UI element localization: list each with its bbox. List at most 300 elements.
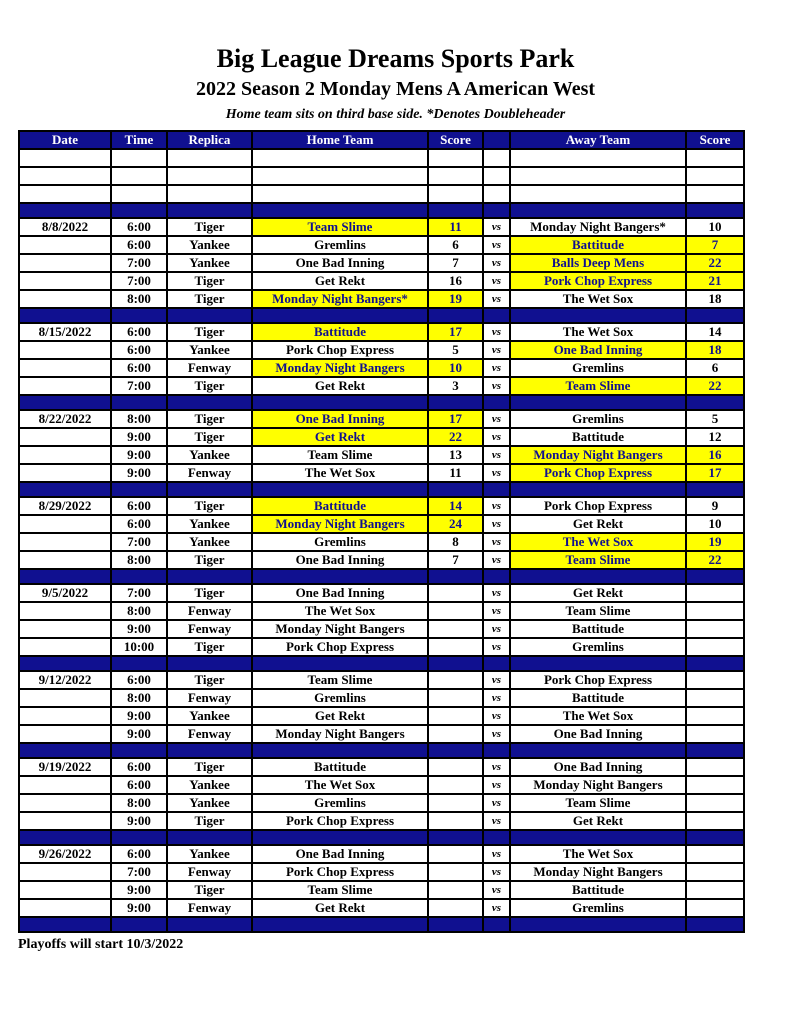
date-cell [19, 395, 111, 410]
vs-cell: vs [483, 776, 510, 794]
away-team-cell: Battitude [510, 620, 686, 638]
away-team-cell [510, 569, 686, 584]
vs-cell [483, 830, 510, 845]
time-cell [111, 743, 167, 758]
replica-cell: Tiger [167, 638, 252, 656]
vs-cell: vs [483, 218, 510, 236]
home-team-cell: Battitude [252, 323, 428, 341]
time-cell: 9:00 [111, 446, 167, 464]
away-team-cell: Battitude [510, 881, 686, 899]
game-row [19, 218, 744, 236]
away-score-cell: 21 [686, 272, 744, 290]
home-score-cell [428, 395, 483, 410]
vs-cell: vs [483, 845, 510, 863]
away-team-cell [510, 482, 686, 497]
time-cell [111, 185, 167, 203]
replica-cell: Fenway [167, 689, 252, 707]
time-cell: 8:00 [111, 290, 167, 308]
vs-cell [483, 203, 510, 218]
replica-cell: Yankee [167, 446, 252, 464]
vs-cell: vs [483, 725, 510, 743]
home-team-cell [252, 830, 428, 845]
home-team-cell: Gremlins [252, 236, 428, 254]
time-cell [111, 917, 167, 932]
away-team-cell [510, 167, 686, 185]
separator-row [19, 308, 744, 323]
date-cell [19, 341, 111, 359]
away-score-cell: 18 [686, 290, 744, 308]
away-team-cell: Team Slime [510, 377, 686, 395]
vs-cell [483, 656, 510, 671]
home-score-cell [428, 725, 483, 743]
away-score-cell [686, 149, 744, 167]
date-cell [19, 428, 111, 446]
vs-cell: vs [483, 707, 510, 725]
game-row [19, 758, 744, 776]
home-score-cell [428, 899, 483, 917]
separator-row [19, 656, 744, 671]
date-cell [19, 254, 111, 272]
date-cell: 9/26/2022 [19, 845, 111, 863]
replica-cell: Tiger [167, 881, 252, 899]
time-cell: 6:00 [111, 497, 167, 515]
time-cell: 8:00 [111, 551, 167, 569]
away-team-cell: Team Slime [510, 551, 686, 569]
home-team-cell: The Wet Sox [252, 464, 428, 482]
col-header-vs [483, 131, 510, 149]
home-score-cell: 10 [428, 359, 483, 377]
date-cell [19, 290, 111, 308]
away-team-cell [510, 308, 686, 323]
game-row [19, 410, 744, 428]
home-score-cell [428, 569, 483, 584]
home-team-cell: Battitude [252, 758, 428, 776]
home-team-cell: Monday Night Bangers* [252, 290, 428, 308]
date-cell [19, 725, 111, 743]
vs-cell: vs [483, 464, 510, 482]
home-team-cell: Get Rekt [252, 377, 428, 395]
away-team-cell: Pork Chop Express [510, 464, 686, 482]
home-score-cell: 8 [428, 533, 483, 551]
vs-cell [483, 743, 510, 758]
game-row [19, 515, 744, 533]
replica-cell [167, 395, 252, 410]
home-team-cell: Monday Night Bangers [252, 725, 428, 743]
date-cell: 9/19/2022 [19, 758, 111, 776]
away-team-cell: Battitude [510, 428, 686, 446]
home-score-cell [428, 203, 483, 218]
vs-cell [483, 569, 510, 584]
replica-cell: Tiger [167, 812, 252, 830]
date-cell [19, 308, 111, 323]
time-cell [111, 149, 167, 167]
time-cell: 6:00 [111, 758, 167, 776]
date-cell [19, 377, 111, 395]
replica-cell: Tiger [167, 671, 252, 689]
date-cell [19, 776, 111, 794]
replica-cell: Tiger [167, 323, 252, 341]
separator-row [19, 743, 744, 758]
replica-cell: Yankee [167, 341, 252, 359]
replica-cell: Tiger [167, 428, 252, 446]
separator-row [19, 395, 744, 410]
schedule-table [18, 130, 745, 933]
home-team-cell [252, 395, 428, 410]
away-team-cell: The Wet Sox [510, 323, 686, 341]
home-team-cell: The Wet Sox [252, 602, 428, 620]
time-cell: 7:00 [111, 272, 167, 290]
home-team-cell: Team Slime [252, 218, 428, 236]
away-score-cell [686, 899, 744, 917]
time-cell [111, 167, 167, 185]
home-score-cell [428, 707, 483, 725]
vs-cell [483, 308, 510, 323]
home-score-cell [428, 845, 483, 863]
time-cell: 6:00 [111, 845, 167, 863]
vs-cell: vs [483, 533, 510, 551]
vs-cell [483, 149, 510, 167]
away-score-cell [686, 863, 744, 881]
vs-cell: vs [483, 446, 510, 464]
col-header-time: Time [111, 131, 167, 149]
date-cell [19, 569, 111, 584]
vs-cell: vs [483, 410, 510, 428]
replica-cell: Tiger [167, 410, 252, 428]
game-row [19, 236, 744, 254]
home-score-cell: 7 [428, 551, 483, 569]
home-score-cell [428, 482, 483, 497]
date-cell [19, 689, 111, 707]
away-team-cell [510, 830, 686, 845]
away-team-cell [510, 743, 686, 758]
vs-cell: vs [483, 272, 510, 290]
home-team-cell [252, 203, 428, 218]
home-score-cell [428, 863, 483, 881]
vs-cell: vs [483, 638, 510, 656]
vs-cell: vs [483, 689, 510, 707]
away-team-cell [510, 917, 686, 932]
home-score-cell [428, 602, 483, 620]
vs-cell: vs [483, 254, 510, 272]
away-team-cell: Monday Night Bangers [510, 446, 686, 464]
home-score-cell: 19 [428, 290, 483, 308]
date-cell [19, 881, 111, 899]
away-team-cell: Monday Night Bangers* [510, 218, 686, 236]
game-row [19, 725, 744, 743]
home-team-cell: Pork Chop Express [252, 863, 428, 881]
vs-cell: vs [483, 863, 510, 881]
home-team-cell: Get Rekt [252, 272, 428, 290]
away-team-cell: The Wet Sox [510, 707, 686, 725]
time-cell [111, 656, 167, 671]
away-score-cell: 22 [686, 254, 744, 272]
home-team-cell: One Bad Inning [252, 254, 428, 272]
vs-cell [483, 482, 510, 497]
date-cell [19, 794, 111, 812]
away-team-cell: Gremlins [510, 410, 686, 428]
date-cell [19, 464, 111, 482]
time-cell [111, 569, 167, 584]
home-score-cell [428, 620, 483, 638]
date-cell [19, 917, 111, 932]
page-subtitle: 2022 Season 2 Monday Mens A American West [195, 77, 596, 100]
vs-cell: vs [483, 515, 510, 533]
home-team-cell: Team Slime [252, 446, 428, 464]
home-score-cell [428, 830, 483, 845]
home-team-cell: Get Rekt [252, 428, 428, 446]
date-cell [19, 551, 111, 569]
time-cell: 10:00 [111, 638, 167, 656]
home-team-cell [252, 149, 428, 167]
vs-cell: vs [483, 551, 510, 569]
date-cell [19, 830, 111, 845]
home-score-cell: 17 [428, 323, 483, 341]
replica-cell: Tiger [167, 218, 252, 236]
date-cell [19, 743, 111, 758]
replica-cell [167, 569, 252, 584]
date-cell: 9/12/2022 [19, 671, 111, 689]
away-team-cell: Get Rekt [510, 812, 686, 830]
home-score-cell [428, 149, 483, 167]
vs-cell: vs [483, 881, 510, 899]
vs-cell: vs [483, 236, 510, 254]
replica-cell: Fenway [167, 359, 252, 377]
home-score-cell: 16 [428, 272, 483, 290]
time-cell [111, 308, 167, 323]
header-note: Home team sits on third base side. *Denotes Doubleheader [225, 106, 566, 122]
home-team-cell: Team Slime [252, 671, 428, 689]
date-cell [19, 515, 111, 533]
time-cell: 8:00 [111, 689, 167, 707]
away-team-cell [510, 656, 686, 671]
home-score-cell [428, 881, 483, 899]
away-score-cell [686, 830, 744, 845]
away-score-cell [686, 794, 744, 812]
vs-cell: vs [483, 341, 510, 359]
replica-cell: Yankee [167, 776, 252, 794]
time-cell: 7:00 [111, 377, 167, 395]
home-score-cell: 3 [428, 377, 483, 395]
away-team-cell: Pork Chop Express [510, 497, 686, 515]
home-score-cell [428, 308, 483, 323]
time-cell: 6:00 [111, 218, 167, 236]
time-cell: 9:00 [111, 707, 167, 725]
away-score-cell [686, 845, 744, 863]
home-score-cell [428, 758, 483, 776]
away-team-cell: One Bad Inning [510, 758, 686, 776]
game-row [19, 638, 744, 656]
date-cell [19, 203, 111, 218]
col-header-away-score: Score [686, 131, 744, 149]
home-score-cell: 13 [428, 446, 483, 464]
empty-row [19, 167, 744, 185]
home-score-cell: 5 [428, 341, 483, 359]
away-score-cell [686, 689, 744, 707]
away-score-cell [686, 743, 744, 758]
time-cell: 7:00 [111, 254, 167, 272]
col-header-home-score: Score [428, 131, 483, 149]
away-team-cell [510, 395, 686, 410]
date-cell [19, 167, 111, 185]
game-row [19, 707, 744, 725]
away-score-cell: 17 [686, 464, 744, 482]
away-score-cell [686, 167, 744, 185]
replica-cell: Tiger [167, 377, 252, 395]
away-score-cell [686, 707, 744, 725]
home-team-cell: Pork Chop Express [252, 341, 428, 359]
away-team-cell: Get Rekt [510, 515, 686, 533]
away-score-cell [686, 638, 744, 656]
empty-row [19, 185, 744, 203]
home-team-cell [252, 482, 428, 497]
separator-row [19, 482, 744, 497]
time-cell: 7:00 [111, 863, 167, 881]
date-cell [19, 236, 111, 254]
date-cell [19, 656, 111, 671]
date-cell [19, 707, 111, 725]
home-team-cell [252, 917, 428, 932]
home-team-cell [252, 185, 428, 203]
replica-cell: Fenway [167, 620, 252, 638]
away-team-cell: Team Slime [510, 794, 686, 812]
away-team-cell: Team Slime [510, 602, 686, 620]
away-team-cell: Balls Deep Mens [510, 254, 686, 272]
vs-cell: vs [483, 584, 510, 602]
home-score-cell [428, 794, 483, 812]
home-team-cell: Monday Night Bangers [252, 359, 428, 377]
away-score-cell: 12 [686, 428, 744, 446]
home-score-cell: 7 [428, 254, 483, 272]
time-cell: 9:00 [111, 428, 167, 446]
vs-cell: vs [483, 602, 510, 620]
game-row [19, 359, 744, 377]
away-score-cell [686, 203, 744, 218]
game-row [19, 794, 744, 812]
replica-cell: Tiger [167, 497, 252, 515]
time-cell: 9:00 [111, 620, 167, 638]
playoffs-note: Playoffs will start 10/3/2022 [18, 936, 184, 952]
away-score-cell: 14 [686, 323, 744, 341]
date-cell [19, 272, 111, 290]
time-cell [111, 395, 167, 410]
time-cell: 6:00 [111, 776, 167, 794]
vs-cell [483, 167, 510, 185]
replica-cell: Yankee [167, 236, 252, 254]
home-team-cell: One Bad Inning [252, 410, 428, 428]
home-score-cell: 11 [428, 464, 483, 482]
away-team-cell: Monday Night Bangers [510, 863, 686, 881]
date-cell [19, 638, 111, 656]
away-team-cell [510, 185, 686, 203]
replica-cell [167, 203, 252, 218]
home-team-cell: Pork Chop Express [252, 638, 428, 656]
vs-cell: vs [483, 620, 510, 638]
replica-cell [167, 656, 252, 671]
away-score-cell: 19 [686, 533, 744, 551]
vs-cell [483, 917, 510, 932]
away-score-cell [686, 881, 744, 899]
vs-cell: vs [483, 377, 510, 395]
home-score-cell: 17 [428, 410, 483, 428]
date-cell [19, 149, 111, 167]
col-header-away-team: Away Team [510, 131, 686, 149]
home-score-cell: 6 [428, 236, 483, 254]
home-team-cell: Team Slime [252, 881, 428, 899]
game-row [19, 863, 744, 881]
vs-cell: vs [483, 812, 510, 830]
home-team-cell: Get Rekt [252, 707, 428, 725]
game-row [19, 845, 744, 863]
game-row [19, 881, 744, 899]
col-header-date: Date [19, 131, 111, 149]
away-score-cell [686, 656, 744, 671]
date-cell [19, 446, 111, 464]
replica-cell: Yankee [167, 707, 252, 725]
home-score-cell: 24 [428, 515, 483, 533]
time-cell: 9:00 [111, 725, 167, 743]
game-row [19, 533, 744, 551]
away-team-cell: Pork Chop Express [510, 671, 686, 689]
date-cell [19, 899, 111, 917]
away-score-cell [686, 620, 744, 638]
game-row [19, 776, 744, 794]
time-cell: 8:00 [111, 602, 167, 620]
replica-cell [167, 308, 252, 323]
replica-cell: Fenway [167, 899, 252, 917]
game-row [19, 671, 744, 689]
time-cell: 9:00 [111, 899, 167, 917]
date-cell: 9/5/2022 [19, 584, 111, 602]
time-cell: 6:00 [111, 341, 167, 359]
vs-cell: vs [483, 359, 510, 377]
home-score-cell [428, 689, 483, 707]
game-row [19, 812, 744, 830]
home-team-cell: Gremlins [252, 533, 428, 551]
replica-cell [167, 185, 252, 203]
time-cell: 9:00 [111, 881, 167, 899]
away-score-cell: 10 [686, 515, 744, 533]
game-row [19, 620, 744, 638]
away-score-cell: 5 [686, 410, 744, 428]
away-team-cell: Battitude [510, 689, 686, 707]
home-score-cell [428, 776, 483, 794]
time-cell: 8:00 [111, 410, 167, 428]
vs-cell: vs [483, 497, 510, 515]
away-score-cell [686, 776, 744, 794]
away-score-cell: 10 [686, 218, 744, 236]
game-row [19, 428, 744, 446]
away-score-cell [686, 185, 744, 203]
time-cell: 9:00 [111, 812, 167, 830]
time-cell: 6:00 [111, 236, 167, 254]
home-team-cell: Gremlins [252, 794, 428, 812]
date-cell: 8/29/2022 [19, 497, 111, 515]
home-score-cell [428, 185, 483, 203]
separator-row [19, 830, 744, 845]
date-cell [19, 185, 111, 203]
empty-row [19, 149, 744, 167]
replica-cell: Yankee [167, 515, 252, 533]
date-cell [19, 482, 111, 497]
replica-cell: Tiger [167, 584, 252, 602]
column-header-row [19, 131, 744, 149]
away-team-cell: One Bad Inning [510, 341, 686, 359]
away-score-cell [686, 308, 744, 323]
away-score-cell [686, 584, 744, 602]
replica-cell: Tiger [167, 290, 252, 308]
game-row [19, 290, 744, 308]
date-cell: 8/22/2022 [19, 410, 111, 428]
